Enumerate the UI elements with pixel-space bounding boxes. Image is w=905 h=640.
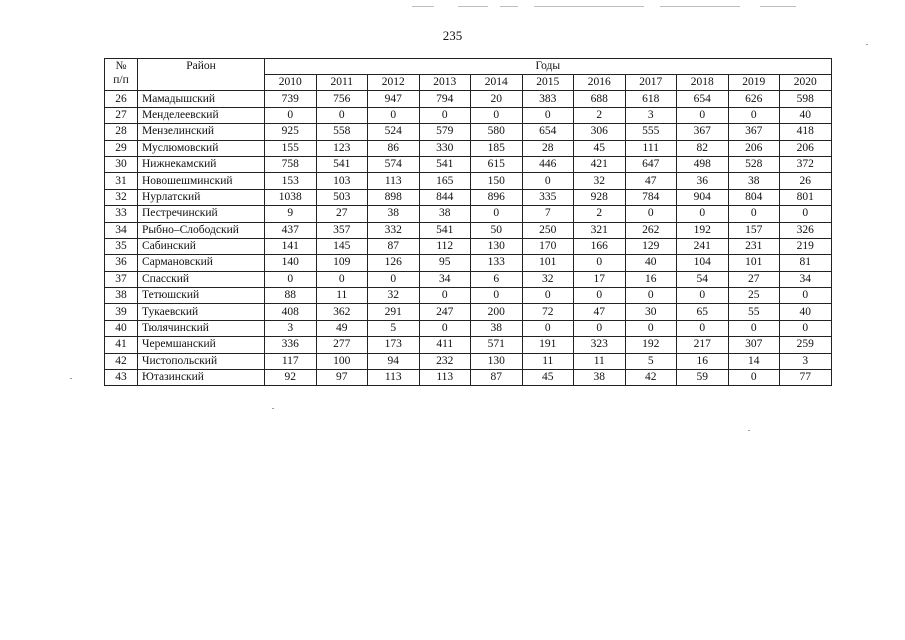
value-cell: 45 [522,370,574,386]
value-cell: 3 [780,353,832,369]
value-cell: 0 [625,288,677,304]
year-header: 2011 [316,75,368,91]
value-cell: 555 [625,124,677,140]
district-name: Муслюмовский [138,140,265,156]
value-cell: 82 [677,140,729,156]
value-cell: 541 [316,156,368,172]
value-cell: 421 [574,156,626,172]
value-cell: 232 [419,353,471,369]
value-cell: 126 [368,255,420,271]
value-cell: 411 [419,337,471,353]
table-row [105,320,832,336]
value-cell: 928 [574,189,626,205]
value-cell: 291 [368,304,420,320]
value-cell: 437 [265,222,317,238]
value-cell: 165 [419,173,471,189]
table-row [105,222,832,238]
value-cell: 654 [677,91,729,107]
value-cell: 844 [419,189,471,205]
value-cell: 30 [625,304,677,320]
value-cell: 250 [522,222,574,238]
value-cell: 109 [316,255,368,271]
value-cell: 574 [368,156,420,172]
value-cell: 88 [265,288,317,304]
value-cell: 323 [574,337,626,353]
value-cell: 383 [522,91,574,107]
value-cell: 166 [574,238,626,254]
value-cell: 65 [677,304,729,320]
column-header-years: Годы [265,59,832,75]
district-name: Чистопольский [138,353,265,369]
row-number: 31 [105,173,138,189]
value-cell: 0 [677,288,729,304]
value-cell: 758 [265,156,317,172]
value-cell: 26 [780,173,832,189]
value-cell: 87 [368,238,420,254]
value-cell: 241 [677,238,729,254]
value-cell: 524 [368,124,420,140]
value-cell: 688 [574,91,626,107]
scan-speck [70,378,72,379]
table-row [105,206,832,222]
value-cell: 50 [471,222,523,238]
value-cell: 579 [419,124,471,140]
value-cell: 801 [780,189,832,205]
row-number: 33 [105,206,138,222]
value-cell: 0 [471,206,523,222]
value-cell: 117 [265,353,317,369]
value-cell: 40 [780,107,832,123]
value-cell: 20 [471,91,523,107]
year-header: 2017 [625,75,677,91]
value-cell: 0 [522,107,574,123]
year-header: 2018 [677,75,729,91]
table-row [105,304,832,320]
value-cell: 898 [368,189,420,205]
value-cell: 87 [471,370,523,386]
value-cell: 498 [677,156,729,172]
value-cell: 11 [316,288,368,304]
scan-speck [272,408,274,409]
value-cell: 0 [677,320,729,336]
value-cell: 38 [419,206,471,222]
value-cell: 42 [625,370,677,386]
value-cell: 59 [677,370,729,386]
value-cell: 0 [780,206,832,222]
value-cell: 784 [625,189,677,205]
value-cell: 72 [522,304,574,320]
value-cell: 0 [419,288,471,304]
value-cell: 231 [728,238,780,254]
value-cell: 112 [419,238,471,254]
district-name: Новошешминский [138,173,265,189]
value-cell: 3 [625,107,677,123]
value-cell: 335 [522,189,574,205]
row-number: 41 [105,337,138,353]
value-cell: 155 [265,140,317,156]
value-cell: 0 [728,206,780,222]
value-cell: 191 [522,337,574,353]
value-cell: 16 [625,271,677,287]
value-cell: 49 [316,320,368,336]
value-cell: 104 [677,255,729,271]
value-cell: 2 [574,206,626,222]
value-cell: 34 [419,271,471,287]
value-cell: 277 [316,337,368,353]
value-cell: 418 [780,124,832,140]
scan-line [412,6,434,7]
table-row [105,337,832,353]
table-row [105,140,832,156]
value-cell: 101 [728,255,780,271]
value-cell: 81 [780,255,832,271]
year-header: 2020 [780,75,832,91]
value-cell: 307 [728,337,780,353]
row-number: 37 [105,271,138,287]
value-cell: 947 [368,91,420,107]
value-cell: 0 [316,271,368,287]
value-cell: 0 [368,271,420,287]
value-cell: 97 [316,370,368,386]
value-cell: 3 [265,320,317,336]
value-cell: 14 [728,353,780,369]
value-cell: 86 [368,140,420,156]
value-cell: 9 [265,206,317,222]
table-row [105,353,832,369]
value-cell: 219 [780,238,832,254]
value-cell: 262 [625,222,677,238]
value-cell: 804 [728,189,780,205]
value-cell: 503 [316,189,368,205]
year-header: 2010 [265,75,317,91]
row-number: 34 [105,222,138,238]
value-cell: 32 [574,173,626,189]
scan-line [500,6,518,7]
value-cell: 17 [574,271,626,287]
district-name: Мамадышский [138,91,265,107]
value-cell: 247 [419,304,471,320]
value-cell: 336 [265,337,317,353]
district-name: Нурлатский [138,189,265,205]
district-name: Рыбно–Слободский [138,222,265,238]
value-cell: 259 [780,337,832,353]
value-cell: 2 [574,107,626,123]
value-cell: 185 [471,140,523,156]
table-row [105,238,832,254]
value-cell: 113 [368,370,420,386]
value-cell: 558 [316,124,368,140]
value-cell: 32 [522,271,574,287]
district-name: Тюлячинский [138,320,265,336]
value-cell: 598 [780,91,832,107]
value-cell: 367 [677,124,729,140]
value-cell: 113 [368,173,420,189]
value-cell: 123 [316,140,368,156]
value-cell: 206 [780,140,832,156]
year-header: 2016 [574,75,626,91]
value-cell: 756 [316,91,368,107]
table-row [105,124,832,140]
value-cell: 40 [625,255,677,271]
district-name: Сармановский [138,255,265,271]
value-cell: 94 [368,353,420,369]
value-cell: 150 [471,173,523,189]
value-cell: 0 [522,173,574,189]
value-cell: 904 [677,189,729,205]
value-cell: 100 [316,353,368,369]
district-name: Черемшанский [138,337,265,353]
year-header: 2012 [368,75,420,91]
row-number: 29 [105,140,138,156]
value-cell: 77 [780,370,832,386]
value-cell: 0 [368,107,420,123]
table-row [105,255,832,271]
value-cell: 367 [728,124,780,140]
value-cell: 5 [368,320,420,336]
value-cell: 133 [471,255,523,271]
row-number: 30 [105,156,138,172]
value-cell: 0 [574,255,626,271]
value-cell: 647 [625,156,677,172]
value-cell: 0 [522,320,574,336]
value-cell: 326 [780,222,832,238]
district-name: Спасский [138,271,265,287]
row-number: 35 [105,238,138,254]
scan-speck [866,44,868,45]
value-cell: 0 [728,370,780,386]
value-cell: 0 [780,288,832,304]
year-header: 2015 [522,75,574,91]
table-row [105,173,832,189]
value-cell: 38 [368,206,420,222]
row-number: 39 [105,304,138,320]
value-cell: 206 [728,140,780,156]
page-number: 235 [442,28,463,43]
value-cell: 0 [419,107,471,123]
value-cell: 5 [625,353,677,369]
value-cell: 362 [316,304,368,320]
value-cell: 113 [419,370,471,386]
row-number: 32 [105,189,138,205]
value-cell: 25 [728,288,780,304]
value-cell: 38 [728,173,780,189]
table-row [105,370,832,386]
value-cell: 200 [471,304,523,320]
value-cell: 541 [419,156,471,172]
scan-speck [748,430,750,431]
district-name: Сабинский [138,238,265,254]
value-cell: 27 [728,271,780,287]
table-row [105,288,832,304]
value-cell: 739 [265,91,317,107]
value-cell: 0 [316,107,368,123]
value-cell: 103 [316,173,368,189]
value-cell: 47 [625,173,677,189]
year-header: 2019 [728,75,780,91]
year-header: 2014 [471,75,523,91]
value-cell: 794 [419,91,471,107]
value-cell: 0 [419,320,471,336]
value-cell: 170 [522,238,574,254]
value-cell: 0 [265,107,317,123]
value-cell: 654 [522,124,574,140]
value-cell: 615 [471,156,523,172]
value-cell: 38 [574,370,626,386]
value-cell: 332 [368,222,420,238]
value-cell: 0 [625,320,677,336]
value-cell: 321 [574,222,626,238]
scan-line [660,6,740,7]
value-cell: 0 [574,288,626,304]
district-name: Тукаевский [138,304,265,320]
value-cell: 0 [728,320,780,336]
value-cell: 372 [780,156,832,172]
row-number: 36 [105,255,138,271]
value-cell: 92 [265,370,317,386]
row-number: 28 [105,124,138,140]
value-cell: 580 [471,124,523,140]
value-cell: 129 [625,238,677,254]
table-row [105,91,832,107]
table-row [105,156,832,172]
district-name: Пестречинский [138,206,265,222]
row-number: 26 [105,91,138,107]
value-cell: 306 [574,124,626,140]
value-cell: 34 [780,271,832,287]
district-name: Ютазинский [138,370,265,386]
value-cell: 6 [471,271,523,287]
value-cell: 408 [265,304,317,320]
value-cell: 446 [522,156,574,172]
value-cell: 0 [677,206,729,222]
value-cell: 0 [677,107,729,123]
value-cell: 571 [471,337,523,353]
value-cell: 7 [522,206,574,222]
value-cell: 626 [728,91,780,107]
table-row [105,189,832,205]
column-header-district: Район [138,59,265,91]
value-cell: 0 [471,288,523,304]
value-cell: 153 [265,173,317,189]
value-cell: 40 [780,304,832,320]
value-cell: 141 [265,238,317,254]
value-cell: 36 [677,173,729,189]
table-body [105,91,832,386]
scan-line [458,6,488,7]
value-cell: 11 [522,353,574,369]
value-cell: 896 [471,189,523,205]
district-name: Мензелинский [138,124,265,140]
row-number: 38 [105,288,138,304]
year-header: 2013 [419,75,471,91]
value-cell: 192 [625,337,677,353]
district-name: Тетюшский [138,288,265,304]
value-cell: 357 [316,222,368,238]
value-cell: 28 [522,140,574,156]
value-cell: 111 [625,140,677,156]
value-cell: 0 [625,206,677,222]
value-cell: 0 [780,320,832,336]
row-number: 40 [105,320,138,336]
value-cell: 38 [471,320,523,336]
row-number: 42 [105,353,138,369]
value-cell: 1038 [265,189,317,205]
row-number: 27 [105,107,138,123]
value-cell: 0 [728,107,780,123]
data-table [104,58,832,386]
value-cell: 47 [574,304,626,320]
value-cell: 145 [316,238,368,254]
value-cell: 11 [574,353,626,369]
value-cell: 0 [522,288,574,304]
value-cell: 27 [316,206,368,222]
value-cell: 192 [677,222,729,238]
value-cell: 140 [265,255,317,271]
value-cell: 541 [419,222,471,238]
header-row-top [105,59,832,75]
value-cell: 95 [419,255,471,271]
scan-line [534,6,644,7]
column-header-number: № п/п [105,59,138,91]
value-cell: 0 [265,271,317,287]
value-cell: 618 [625,91,677,107]
value-cell: 0 [471,107,523,123]
value-cell: 32 [368,288,420,304]
value-cell: 157 [728,222,780,238]
value-cell: 101 [522,255,574,271]
value-cell: 130 [471,238,523,254]
table-row [105,271,832,287]
value-cell: 528 [728,156,780,172]
row-number: 43 [105,370,138,386]
value-cell: 130 [471,353,523,369]
value-cell: 0 [574,320,626,336]
value-cell: 217 [677,337,729,353]
value-cell: 45 [574,140,626,156]
district-name: Нижнекамский [138,156,265,172]
value-cell: 173 [368,337,420,353]
table-row [105,107,832,123]
scan-line [760,6,796,7]
district-name: Менделеевский [138,107,265,123]
value-cell: 54 [677,271,729,287]
value-cell: 55 [728,304,780,320]
value-cell: 925 [265,124,317,140]
value-cell: 330 [419,140,471,156]
value-cell: 16 [677,353,729,369]
